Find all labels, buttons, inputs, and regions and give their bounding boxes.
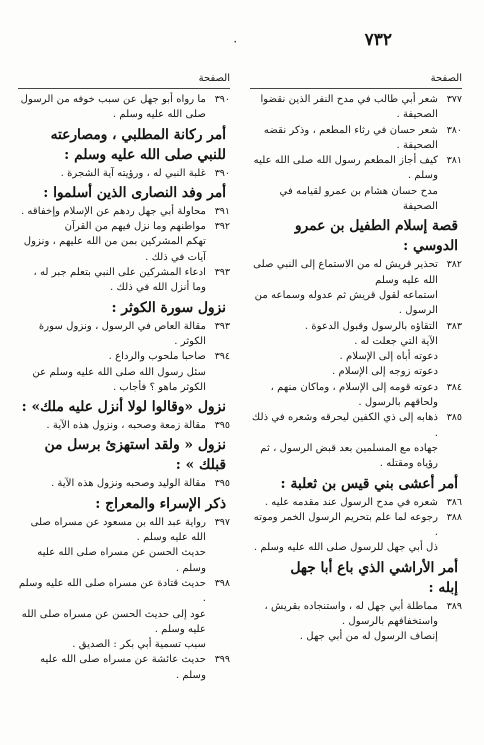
page-ref: ٣٨٦ bbox=[446, 496, 462, 508]
page-ref: ٣٨٥ bbox=[446, 412, 462, 424]
entry-text: مماطلة أبي جهل له ، واستنجاده بقريش ، واستخفافهم بالرسول . bbox=[264, 600, 438, 628]
page-ref: ٣٨٩ bbox=[446, 600, 462, 612]
section-heading bbox=[18, 125, 230, 165]
section-heading-line: ذكر الإسراء والمعراج : bbox=[95, 495, 226, 512]
toc-entry bbox=[18, 219, 230, 234]
toc-entry bbox=[18, 92, 230, 123]
entry-text: شعر حسان في رثاء المطعم ، وذكر نقضه الصحيفة . bbox=[263, 124, 438, 151]
section-heading bbox=[18, 494, 230, 514]
entry-text: رجوعه لما علم بتحريم الرسول الخمر وموته . bbox=[253, 511, 438, 539]
toc-subentry: حديث الحسن عن مسراه صلى الله عليه وسلم . bbox=[37, 547, 206, 574]
toc-subentry: عود إلى حديث الحسن عن مسراه صلى الله عليه وسلم . bbox=[21, 608, 206, 635]
toc-entry bbox=[18, 204, 230, 219]
page-ref: ٣٩٣ bbox=[214, 267, 230, 279]
toc-entry bbox=[18, 319, 230, 350]
toc-subentry: الآية التي جعلت له . bbox=[354, 335, 438, 347]
page-ref: ٣٨٢ bbox=[446, 259, 462, 271]
toc-subentry: إنصاف الرسول له من أبي جهل . bbox=[299, 631, 438, 643]
toc-entry bbox=[250, 410, 462, 441]
page-ref: ٣٩٥ bbox=[214, 478, 230, 490]
section-heading-line: نزول « ولقد استهزئ برسل من bbox=[44, 437, 226, 454]
section-heading-line: نزول «وقالوا لولا أنزل عليه ملك» : bbox=[21, 399, 226, 416]
section-heading-line: إبله : bbox=[428, 579, 458, 596]
page-mark: ٠ bbox=[232, 34, 239, 48]
section-heading bbox=[18, 397, 230, 417]
section-heading-line: قبلك » : bbox=[175, 457, 226, 474]
entry-text: ما رواه أبو جهل عن سبب خوفه من الرسول صلى الله عليه وسلم . bbox=[20, 94, 206, 121]
toc-entry bbox=[250, 319, 462, 334]
section-heading-line: أمر الأراشي الذي باع أبا جهل bbox=[290, 559, 458, 576]
toc-entry bbox=[250, 510, 462, 541]
entry-text: رواية عبد الله بن مسعود عن مسراه صلى الله عليه وسلم . bbox=[30, 516, 206, 544]
page-ref: ٣٩٢ bbox=[214, 221, 230, 233]
toc-entry bbox=[250, 495, 462, 510]
toc-entry bbox=[18, 652, 230, 683]
column-header: الصفحة bbox=[250, 72, 462, 89]
toc-subentry: استماعه لقول قريش ثم عدوله وسماعه من الرسول . bbox=[254, 289, 438, 317]
section-heading bbox=[18, 435, 230, 475]
page-ref: ٣٩٨ bbox=[214, 577, 230, 589]
toc-entry bbox=[250, 257, 462, 288]
entry-text: حديث قتادة عن مسراه صلى الله عليه وسلم . bbox=[18, 577, 206, 605]
toc-subentry: جهاده مع المسلمين بعد قبض الرسول ، ثم رؤياه ومقتله . bbox=[260, 442, 438, 470]
section-heading bbox=[18, 298, 230, 318]
toc-entry bbox=[250, 380, 462, 411]
page-ref: ٣٩٣ bbox=[214, 320, 230, 332]
section-heading-line: أمر ركانة المطلبي ، ومصارعته bbox=[50, 126, 226, 143]
page-ref: ٣٨٣ bbox=[446, 320, 462, 332]
page-ref: ٣٩٠ bbox=[214, 167, 230, 179]
page-ref: ٣٩٥ bbox=[214, 420, 230, 432]
page-ref: ٣٩١ bbox=[214, 205, 230, 217]
page-ref: ٣٩٤ bbox=[214, 351, 230, 363]
entry-text: صاحبا ملحوب والرداع . bbox=[108, 351, 206, 363]
toc-entry bbox=[18, 349, 230, 364]
toc-entry bbox=[18, 166, 230, 181]
toc-subentry: دعوته زوجه إلى الإسلام . bbox=[332, 366, 438, 378]
toc-entry bbox=[18, 576, 230, 607]
page-ref: ٣٨١ bbox=[446, 155, 462, 167]
entry-text: دعوته قومه إلى الإسلام ، وماكان منهم ، ولحاقهم بالرسول . bbox=[270, 381, 438, 409]
section-heading bbox=[250, 474, 462, 494]
section-heading bbox=[250, 216, 462, 256]
toc-subentry: ذل أبي جهل للرسول صلى الله عليه وسلم . bbox=[253, 542, 438, 554]
toc-entry bbox=[250, 599, 462, 630]
entry-text: مقالة الوليد وصحبه ونزول هذه الآية . bbox=[50, 478, 206, 490]
page-ref: ٣٧٧ bbox=[446, 94, 462, 105]
page-ref: ٣٨٨ bbox=[446, 511, 462, 523]
section-heading-line: أمر أعشى بني قيس بن ثعلبة : bbox=[280, 475, 458, 492]
entry-text: ذهابه إلى ذي الكفين ليحرقه وشعره في ذلك . bbox=[251, 412, 438, 439]
right-column bbox=[250, 72, 462, 645]
toc-entry bbox=[18, 418, 230, 433]
entry-text: شعر أبي طالب في مدح النفر الذين نقضوا الصحيفة . bbox=[260, 94, 438, 121]
left-column bbox=[18, 72, 230, 683]
section-heading bbox=[250, 558, 462, 598]
toc-subentry: سبب تسمية أبي بكر : الصديق . bbox=[72, 639, 206, 651]
page-ref: ٣٩٧ bbox=[214, 516, 230, 528]
section-heading-line: أمر وفد النصارى الذين أسلموا : bbox=[43, 184, 226, 201]
entry-text: شعره في مدح الرسول عند مقدمه عليه . bbox=[264, 496, 438, 508]
toc-entry bbox=[250, 92, 462, 123]
toc-subentry: دعوته أباه إلى الإسلام . bbox=[339, 351, 438, 363]
entry-text: حديث عائشة عن مسراه صلى الله عليه وسلم . bbox=[40, 654, 206, 681]
toc-entry bbox=[18, 515, 230, 546]
page-ref: ٣٩٩ bbox=[214, 654, 230, 666]
toc-entry bbox=[250, 123, 462, 154]
toc-entry bbox=[18, 476, 230, 491]
toc-subentry: مدح حسان هشام بن عمرو لقيامه في الصحيفة bbox=[279, 185, 438, 213]
entry-text: تحذير قريش له من الاستماع إلى النبي صلى الله عليه وسلم bbox=[253, 259, 438, 286]
section-heading-line: نزول سورة الكوثر : bbox=[111, 299, 226, 316]
entry-text: ادعاء المشركين على النبي بتعلم جبر له ، وما أنزل الله في ذلك . bbox=[33, 267, 206, 294]
entry-text: غلبة النبي له ، ورؤيته آية الشجرة . bbox=[60, 167, 206, 179]
section-heading-line: للنبي صلى الله عليه وسلم : bbox=[64, 146, 226, 163]
entry-text: محاولة أبي جهل ردهم عن الإسلام وإخفاقه . bbox=[20, 205, 206, 217]
page-ref: ٣٨٠ bbox=[446, 124, 462, 136]
section-heading-line: الدوسي : bbox=[403, 238, 458, 255]
toc-entry bbox=[18, 265, 230, 296]
entry-text: التقاؤه بالرسول وقبول الدعوة . bbox=[304, 320, 438, 332]
toc-entry bbox=[250, 153, 462, 184]
entry-text: مواطنهم وما نزل فيهم من القرآن bbox=[64, 221, 206, 233]
toc-subentry: تهكم المشركين بمن من الله عليهم ، ونزول آيات في ذلك . bbox=[23, 236, 206, 263]
entry-text: مقالة العاص في الرسول ، ونزول سورة الكوثر . bbox=[38, 320, 206, 347]
entry-text: مقالة زمعة وصحبه ، ونزول هذه الآية . bbox=[46, 420, 206, 432]
entry-text: كيف أجاز المطعم رسول الله صلى الله عليه وسلم . bbox=[253, 155, 438, 182]
section-heading-line: قصة إسلام الطفيل بن عمرو bbox=[294, 218, 458, 235]
section-heading bbox=[18, 183, 230, 203]
page-number: ٧٣٢ bbox=[364, 30, 392, 50]
page-ref: ٣٩٠ bbox=[214, 94, 230, 105]
toc-subentry: سئل رسول الله صلى الله عليه وسلم عن الكوثر ماهو ؟ فأجاب . bbox=[32, 366, 206, 393]
column-header: الصفحة bbox=[18, 72, 230, 89]
page-ref: ٣٨٤ bbox=[446, 381, 462, 393]
